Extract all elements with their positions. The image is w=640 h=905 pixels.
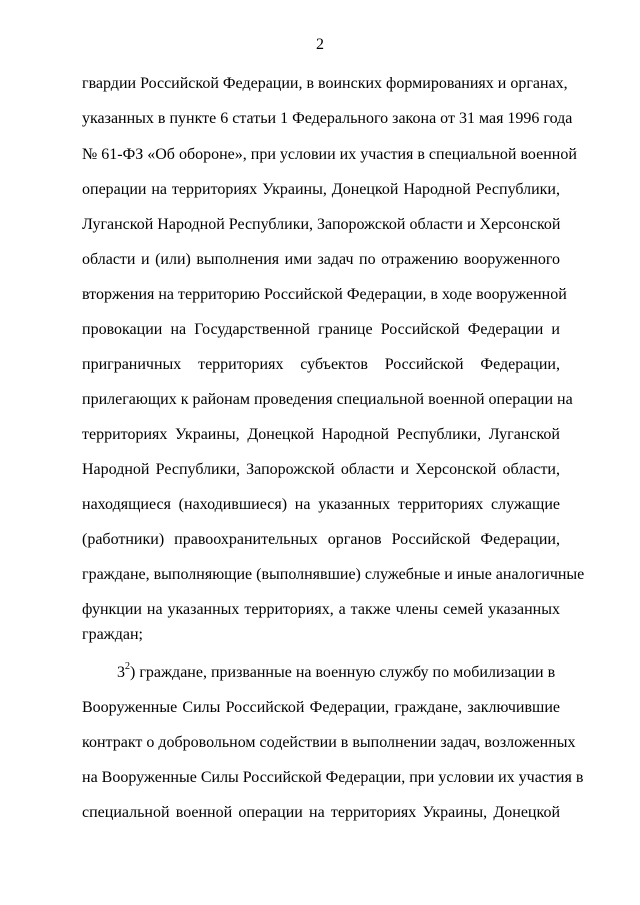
text-line: Вооруженные Силы Российской Федерации, граждане, заключившие <box>82 699 560 716</box>
text-line: территориях Украины, Донецкой Народной Республики, Луганской <box>82 426 560 443</box>
item-number: 3 <box>117 664 125 681</box>
text-line: Народной Республики, Запорожской области и Херсонской области, <box>82 461 560 478</box>
text-line: Луганской Народной Республики, Запорожской области и Херсонской <box>82 216 561 233</box>
text-line: находящиеся (находившиеся) на указанных территориях служащие <box>82 496 560 513</box>
list-item-3-2 <box>117 662 560 684</box>
text-line: граждане, выполняющие (выполнявшие) служебные и иные аналогичные <box>82 566 585 583</box>
text-line: специальной военной операции на территориях Украины, Донецкой <box>82 804 560 821</box>
text-line: указанных в пункте 6 статьи 1 Федерального закона от 31 мая 1996 года <box>82 110 573 127</box>
text-line: № 61-ФЗ «Об обороне», при условии их участия в специальной военной <box>82 146 577 163</box>
text-line: функции на указанных территориях, а также члены семей указанных <box>82 601 560 618</box>
item-superscript: 2 <box>125 660 130 672</box>
item-text: ) граждане, призванные на военную службу по мобилизации в <box>130 664 556 681</box>
text-line: контракт о добровольном содействии в выполнении задач, возложенных <box>82 734 576 751</box>
text-line: вторжения на территорию Российской Федерации, в ходе вооруженной <box>82 286 567 303</box>
page-number: 2 <box>316 36 324 53</box>
text-line: приграничных территориях субъектов Российской Федерации, <box>82 356 560 373</box>
text-line: (работники) правоохранительных органов Российской Федерации, <box>82 531 560 548</box>
text-line: области и (или) выполнения ими задач по отражению вооруженного <box>82 251 560 268</box>
text-line: провокации на Государственной границе Российской Федерации и <box>82 321 560 338</box>
text-line: на Вооруженные Силы Российской Федерации, при условии их участия в <box>82 769 584 786</box>
text-line: гвардии Российской Федерации, в воинских формированиях и органах, <box>82 75 568 92</box>
text-line: операции на территориях Украины, Донецкой Народной Республики, <box>82 181 560 198</box>
text-line: прилегающих к районам проведения специальной военной операции на <box>82 391 573 408</box>
text-line: граждан; <box>82 626 143 643</box>
